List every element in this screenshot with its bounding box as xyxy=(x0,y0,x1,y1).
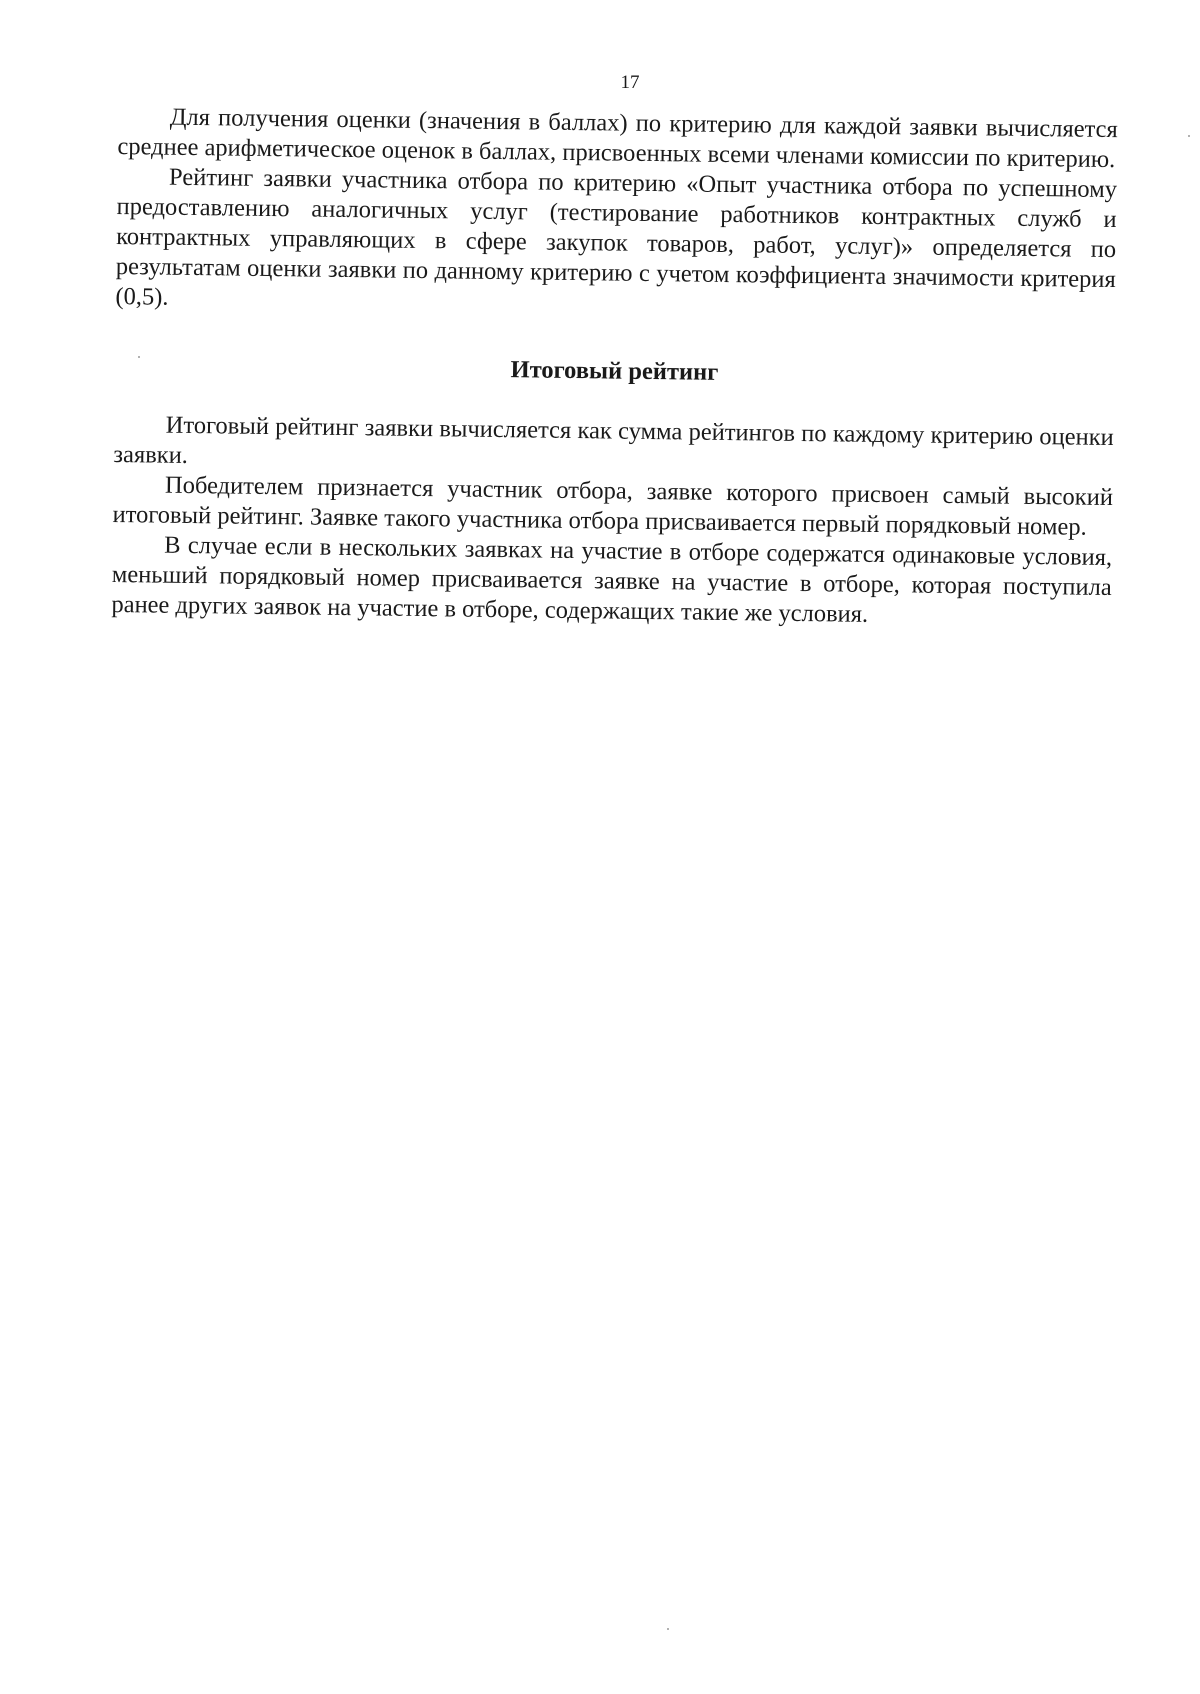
paragraph-final-rating-definition: Итоговый рейтинг заявки вычисляется как сумма рейтингов по каждому критерию оценки заявки. xyxy=(113,411,1114,469)
document-body xyxy=(111,102,1118,633)
paragraph-winner-definition: Победителем признается участник отбора, заявке которого присвоен самый высокий итоговый рейтинг. Заявке такого участника отбора присваивается первый порядковый номер. xyxy=(112,471,1114,541)
scan-speck xyxy=(1188,135,1190,137)
section-heading: Итоговый рейтинг xyxy=(510,356,719,386)
scan-speck xyxy=(667,1628,669,1630)
paragraph-experience-criterion-rating: Рейтинг заявки участника отбора по критерию «Опыт участника отбора по успешному предоставлению аналогичных услуг (тестирование работников контрактных служб и контрактных управляющих в сфере закупок товаров, работ, услуг)» определяется по результатам оценки заявки по данному критерию с учетом коэффициента значимости критерия (0,5). xyxy=(115,163,1118,311)
page-number: 17 xyxy=(620,72,640,93)
scan-speck xyxy=(138,356,140,358)
paragraph-equal-conditions-rule: В случае если в нескольких заявках на участие в отборе содержатся одинаковые условия, меньший порядковый номер присваивается заявке на участие в отборе, которая поступила ранее других заявок на участие в отборе, содержащих такие же условия. xyxy=(111,531,1113,628)
paragraph-score-calculation: Для получения оценки (значения в баллах) по критерию для каждой заявки вычисляется среднее арифметическое оценок в баллах, присвоенных всеми членами комиссии по критерию. xyxy=(117,103,1118,174)
